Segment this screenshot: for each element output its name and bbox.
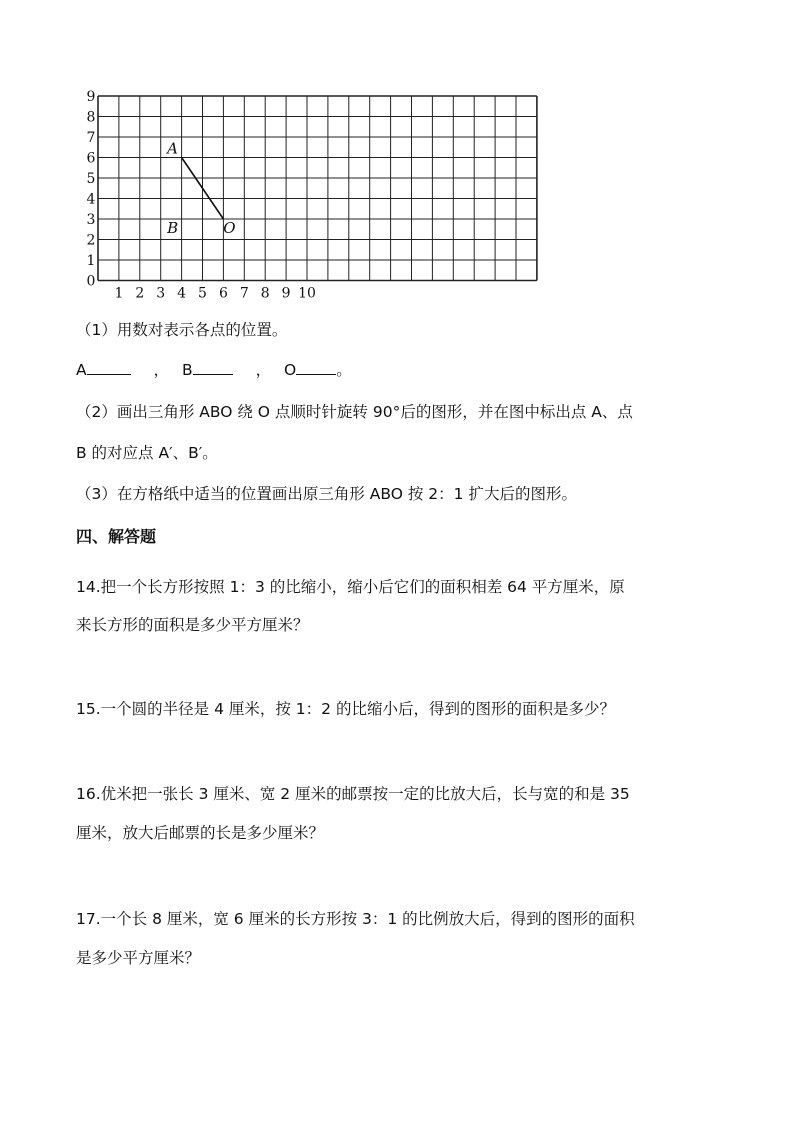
y-tick-label: 0 — [86, 273, 96, 290]
answer-end: 。 — [336, 361, 352, 379]
x-tick-label: 1 — [114, 285, 124, 298]
section-title: 四、解答题 — [76, 527, 157, 546]
answer-separator: ， — [153, 361, 170, 379]
y-tick-label: 4 — [86, 191, 96, 208]
answer-separator: ， — [255, 361, 272, 379]
q13-part1: （1）用数对表示各点的位置。 — [76, 321, 288, 339]
answer-label-b: B — [182, 361, 193, 379]
x-tick-label: 4 — [177, 285, 187, 298]
x-tick-label: 7 — [239, 285, 249, 298]
x-tick-label: 6 — [218, 285, 228, 298]
point-label-a: A — [167, 139, 179, 158]
x-tick-label: 10 — [298, 285, 316, 298]
answer-blank-b[interactable] — [193, 360, 233, 375]
y-tick-label: 9 — [86, 89, 96, 105]
answer-label-o: O — [284, 361, 297, 379]
q14-line2: 来长方形的面积是多少平方厘米？ — [76, 616, 309, 634]
q13-part3: （3）在方格纸中适当的位置画出原三角形 ABO 按 2：1 扩大后的图形。 — [76, 485, 577, 503]
y-tick-label: 6 — [86, 150, 96, 167]
q16-line2: 厘米，放大后邮票的长是多少厘米？ — [76, 824, 325, 842]
x-tick-label: 5 — [198, 285, 207, 298]
q13-part2-line1: （2）画出三角形 ABO 绕 O 点顺时针旋转 90°后的图形，并在图中标出点 A、点 — [76, 403, 633, 421]
q17-line2: 是多少平方厘米？ — [76, 949, 201, 967]
y-tick-label: 7 — [86, 130, 96, 146]
y-tick-label: 1 — [86, 253, 96, 269]
point-label-b: B — [167, 219, 179, 237]
x-tick-label: 2 — [135, 285, 145, 298]
q17-line1: 17.一个长 8 厘米，宽 6 厘米的长方形按 3：1 的比例放大后，得到的图形的面积 — [76, 910, 635, 928]
q13-part2-line2: B 的对应点 A′、B′。 — [76, 444, 218, 462]
q16-line1: 16.优米把一张长 3 厘米、宽 2 厘米的邮票按一定的比放大后，长与宽的和是 35 — [76, 785, 630, 803]
y-tick-label: 5 — [86, 171, 96, 187]
y-tick-label: 2 — [86, 232, 96, 249]
q15: 15.一个圆的半径是 4 厘米，按 1：2 的比缩小后，得到的图形的面积是多少？ — [76, 700, 615, 718]
x-tick-label: 8 — [260, 285, 270, 298]
coordinate-grid — [80, 86, 540, 298]
x-tick-label: 9 — [281, 285, 291, 298]
q13-answer-line — [76, 358, 352, 380]
answer-blank-o[interactable] — [296, 360, 336, 375]
answer-blank-a[interactable] — [87, 360, 131, 375]
answer-label-a: A — [76, 361, 87, 379]
point-label-o: O — [223, 219, 236, 237]
grid-figure — [80, 86, 540, 298]
x-tick-label: 3 — [156, 285, 166, 298]
y-tick-label: 8 — [86, 109, 96, 126]
q14-line1: 14.把一个长方形按照 1：3 的比缩小，缩小后它们的面积相差 64 平方厘米，原 — [76, 578, 625, 596]
y-tick-label: 3 — [86, 212, 96, 228]
